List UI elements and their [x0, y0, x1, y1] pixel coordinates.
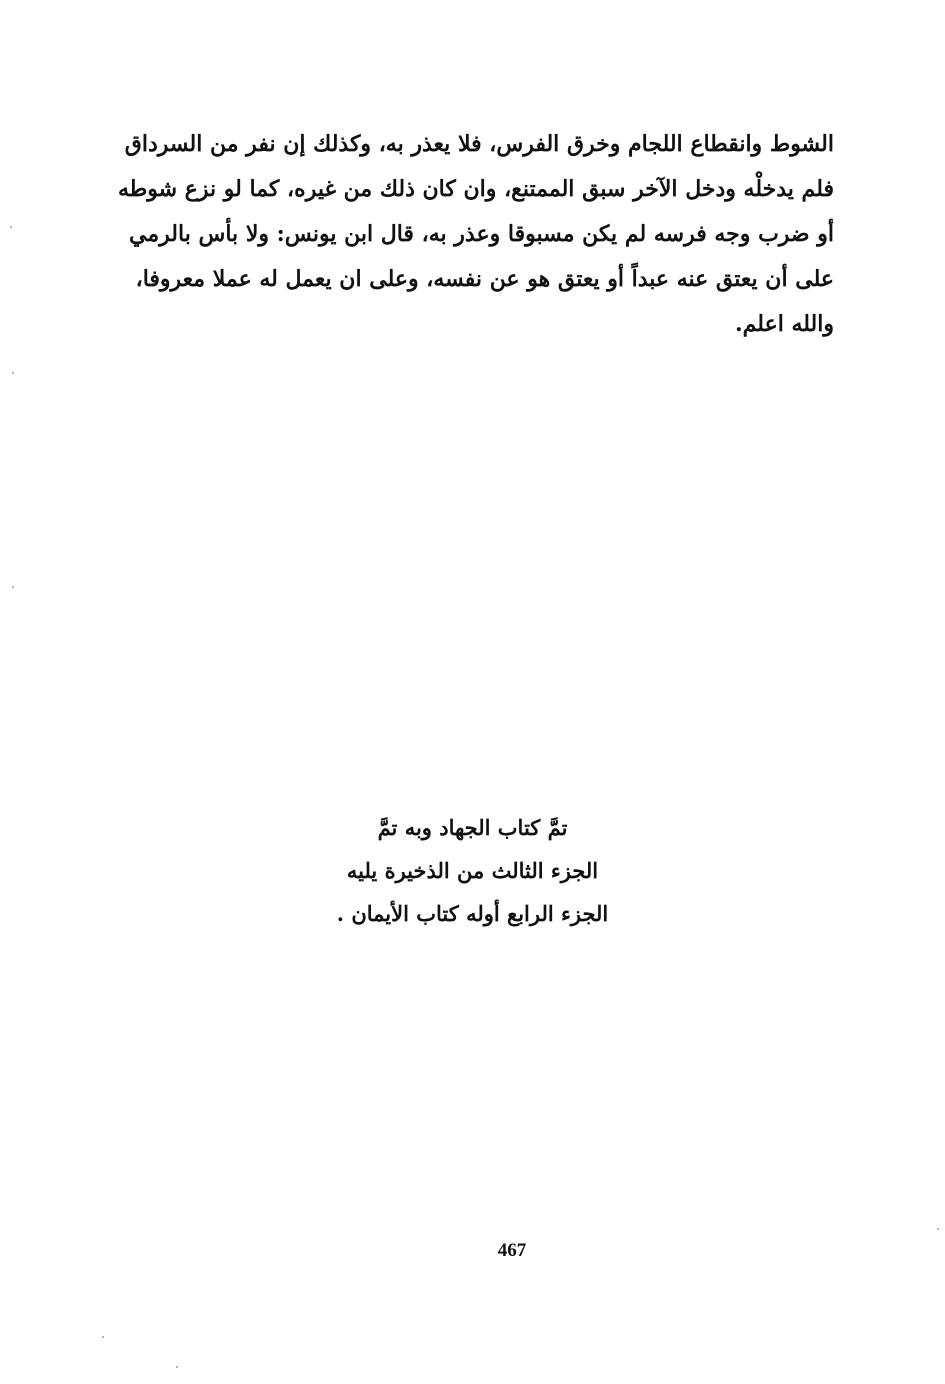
text-line-last: والله اعلم.: [735, 311, 834, 337]
scan-speck: [12, 586, 14, 588]
text-line: فلم يدخلْه ودخل الآخر سبق الممتنع، وان كان ذلك من غيره، كما لو نزع شوطه: [117, 176, 834, 202]
scan-speck: [102, 1336, 104, 1338]
page-number: 467: [497, 1240, 527, 1261]
colophon: [300, 806, 645, 935]
text-line: الشوط وانقطاع اللجام وخرق الفرس، فلا يعذر به، وكذلك إن نفر من السرداق: [124, 131, 834, 157]
scan-speck: [937, 1228, 939, 1230]
scan-speck: [10, 226, 12, 228]
text-line: أو ضرب وجه فرسه لم يكن مسبوقا وعذر به، قال ابن يونس: ولا بأس بالرمي: [129, 221, 834, 247]
scan-speck: [176, 1366, 178, 1368]
colophon-line: الجزء الثالث من الذخيرة يليه: [346, 858, 599, 883]
text-line: على أن يعتق عنه عبداً أو يعتق هو عن نفسه، وعلى ان يعمل له عملا معروفا،: [135, 266, 834, 292]
colophon-line: تمَّ كتاب الجهاد وبه تمَّ: [377, 815, 568, 840]
scan-speck: [12, 372, 14, 374]
colophon-line: الجزء الرابع أوله كتاب الأيمان .: [336, 901, 609, 926]
main-text-block: [117, 122, 834, 347]
